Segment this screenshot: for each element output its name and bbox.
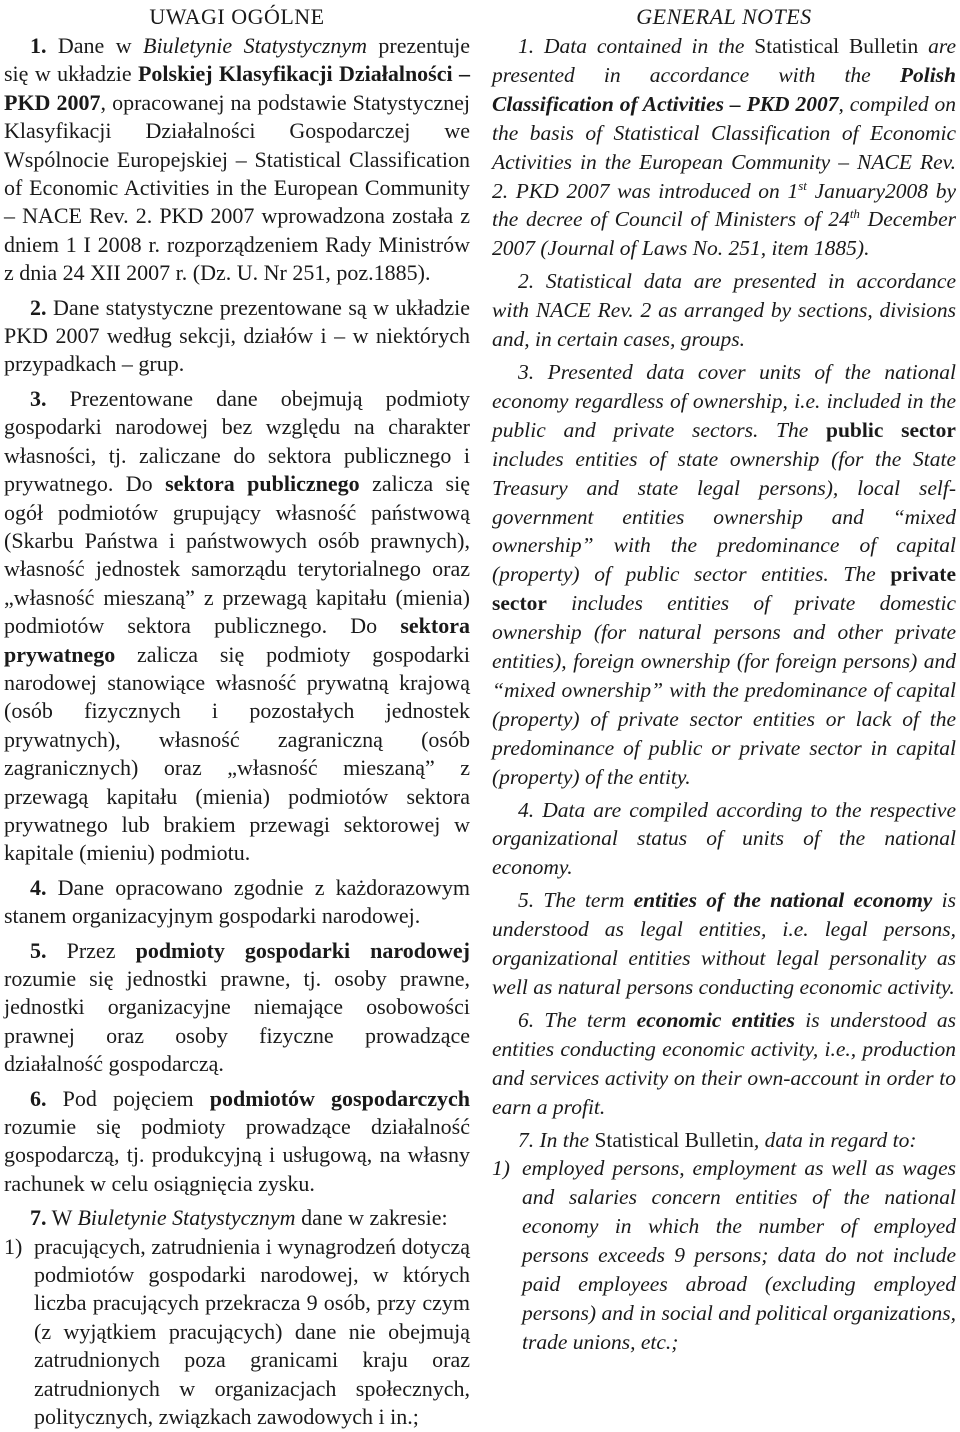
note-text: , data in regard to: — [753, 1127, 917, 1152]
note-text: Dane w — [46, 33, 143, 58]
note-text: is understood as legal entities, i.e. legal persons, organizational entities without legal personality as well as natural persons conducting economic activity. — [492, 888, 956, 999]
english-note-6 — [492, 1006, 956, 1122]
note-text: The term — [534, 1007, 637, 1032]
note-text: Presented data cover units of the national economy regardless of ownership, i.e. included in the public and private sectors. The — [492, 359, 956, 442]
english-heading: GENERAL NOTES — [636, 4, 812, 29]
note-text: dane w zakresie: — [295, 1205, 448, 1231]
list-marker: 1) — [4, 1233, 23, 1259]
note-text: zalicza się ogół podmiotów grupujący własność państwową (Skarbu Państwa i państwowych osób prawnych), własność jednostek samorządu terytorialnego oraz „własność mieszaną” z przewagą kapitału (mienia) podmiotów sektora publicznego. Do — [4, 471, 470, 639]
english-note-5 — [492, 886, 956, 1002]
note-text: The term — [534, 888, 634, 913]
note-text: W — [46, 1205, 78, 1231]
note-text: is understood as entities conducting economic activity, i.e., production and services activity on their own-account in order to earn a profit. — [492, 1007, 956, 1119]
list-item-text: employed persons, employment as well as wages and salaries concern entities of the national economy in which the number of employed persons exceeds 9 persons; data do not include paid employees abroad (excluding employed persons) and in social and political organizations, trade unions, etc.; — [522, 1156, 956, 1354]
note-text: Statistical data are presented in accordance with NACE Rev. 2 as arranged by sections, divisions and, in certain cases, groups. — [492, 269, 956, 352]
note-text: Prezentowane dane obejmują podmioty gospodarki narodowej bez względu na charakter własności, tj. zaliczane do sektora publicznego i prywatnego. Do — [4, 385, 470, 497]
note-text: rozumie się podmioty prowadzące działalność gospodarczą, tj. produkcyjną i usługową, na własny rachunek w celu osiągnięcia zysku. — [4, 1114, 470, 1196]
emphasis-term: sektora publicznego — [165, 471, 360, 497]
english-note-4 — [492, 796, 956, 883]
note-text: are presented in accordance with the — [492, 34, 956, 87]
english-column — [492, 0, 956, 1357]
list-marker: 1) — [492, 1156, 510, 1181]
english-note-2 — [492, 267, 956, 354]
emphasis-term: economic entities — [636, 1007, 795, 1032]
polish-note-1 — [4, 32, 470, 288]
polish-heading: UWAGI OGÓLNE — [149, 4, 325, 29]
note-text: In the — [534, 1127, 595, 1152]
note-text: Data are compiled according to the respective organizational status of units of the national economy. — [492, 797, 956, 880]
publication-title: Biuletynie Statystycznym — [77, 1205, 296, 1231]
note-number: 7. — [518, 1127, 535, 1152]
note-text: , compiled on the basis of Statistical Classification of Economic Activities in the European Community – NACE Rev. 2. PKD 2007 was introduced on 1 — [492, 91, 956, 203]
polish-note-4 — [4, 874, 470, 931]
note-text: Dane statystyczne prezentowane są w układzie PKD 2007 według sekcji, działów i – w niektórych przypadkach – grup. — [4, 294, 470, 377]
note-text: Dane opracowano zgodnie z każdorazowym stanem organizacyjnym gospodarki narodowej. — [4, 874, 470, 929]
polish-column — [4, 0, 470, 1432]
note-number: 5. — [518, 888, 535, 913]
note-text: , opracowanej na podstawie Statystycznej Klasyfikacji Działalności Gospodarczej we Wspólnocie Europejskiej – Statistical Classification of Economic Activities in the European Community – NACE Rev. 2. PKD 2007 wprowadzona została z dniem 1 I 2008 r. rozporządzeniem Rady Ministrów z dnia 24 XII 2007 r. (Dz. U. Nr 251, poz.1885). — [4, 89, 470, 286]
english-note-1 — [492, 32, 956, 263]
note-text: rozumie się jednostki prawne, tj. osoby prawne, jednostki organizacyjne niemające osobowości prawnej oraz osoby fizyczne prowadzące działalność gospodarczą. — [4, 966, 470, 1077]
ordinal-suffix: th — [849, 206, 860, 222]
ordinal-suffix: st — [798, 177, 807, 193]
note-text: Data contained in the — [534, 34, 755, 58]
polish-note-3 — [4, 385, 470, 868]
note-number: 6. — [518, 1007, 535, 1032]
polish-note-5 — [4, 937, 470, 1079]
note-number: 1. — [518, 34, 535, 58]
english-sublist-item-1 — [492, 1154, 956, 1356]
note-number: 5. — [30, 937, 47, 963]
emphasis-term: podmiotów gospodarczych — [209, 1085, 470, 1111]
list-item-text: pracujących, zatrudnienia i wynagrodzeń dotyczą podmiotów gospodarki narodowej, w których liczba pracujących przekracza 9 osób, przy czym (z wyjątkiem pracujących) dane nie obejmują zatrudnionych poza granicami kraju oraz zatrudnionych w organizacjach społecznych, politycznych, związkach zawodowych i in.; — [34, 1233, 470, 1430]
note-text: prezentuje się w układzie — [4, 33, 471, 87]
note-number: 3. — [30, 385, 47, 411]
note-number: 4. — [518, 797, 535, 822]
publication-title: Biuletynie Statystycznym — [143, 33, 367, 58]
emphasis-term: private sector — [492, 562, 956, 616]
note-text: Pod pojęciem — [46, 1085, 210, 1111]
polish-note-2 — [4, 294, 470, 379]
note-text: zalicza się podmioty gospodarki narodowej stanowiące własność prywatną krajową (osób fizycznych i pozostałych jednostek prywatnych), własność zagraniczną (osób zagranicznych) oraz „własność mieszaną” z przewagą kapitału (mienia) podmiotów sektora prywatnego lub brakiem przewagi sektorowej w kapitale (mieniu) podmiotu. — [4, 641, 470, 866]
note-number: 2. — [30, 294, 47, 320]
note-number: 3. — [518, 359, 535, 384]
emphasis-term: entities of the national economy — [633, 888, 933, 913]
english-note-3 — [492, 358, 956, 792]
english-sublist — [492, 1154, 956, 1356]
publication-title: Statistical Bulletin — [594, 1127, 754, 1152]
note-text: December 2007 (Journal of Laws No. 251, item 1885). — [492, 207, 957, 261]
note-number: 7. — [30, 1205, 47, 1231]
emphasis-term: Polskiej Klasyfikacji Działalności – PKD 2007 — [4, 61, 470, 115]
note-number: 1. — [30, 33, 47, 58]
note-number: 2. — [518, 269, 535, 294]
note-number: 6. — [30, 1085, 47, 1111]
note-text: includes entities of private domestic ownership (for natural persons and other private entities), foreign ownership (for foreign persons) and “mixed ownership” with the predominance of capital (property) of private sector entities or lack of the predominance of public or private sector in capital (property) of the entity. — [492, 591, 956, 789]
emphasis-term: Polish Classification of Activities – PKD 2007 — [492, 62, 956, 116]
publication-title: Statistical Bulletin — [754, 34, 919, 58]
emphasis-term: sektora prywatnego — [4, 613, 470, 667]
note-text: includes entities of state ownership (for the State Treasury and state legal persons), local self-government entities ownership and “mixed ownership” with the predominance of capital (property) of public sector entities. The — [492, 446, 956, 587]
english-note-7 — [492, 1126, 956, 1155]
note-text: January2008 by the decree of Council of Ministers of 24 — [492, 178, 956, 232]
note-text: Przez — [46, 937, 136, 963]
polish-note-6 — [4, 1085, 470, 1199]
note-number: 4. — [30, 874, 47, 900]
emphasis-term: podmioty gospodarki narodowej — [135, 937, 470, 963]
polish-note-7 — [4, 1204, 470, 1232]
emphasis-term: public sector — [826, 417, 956, 442]
